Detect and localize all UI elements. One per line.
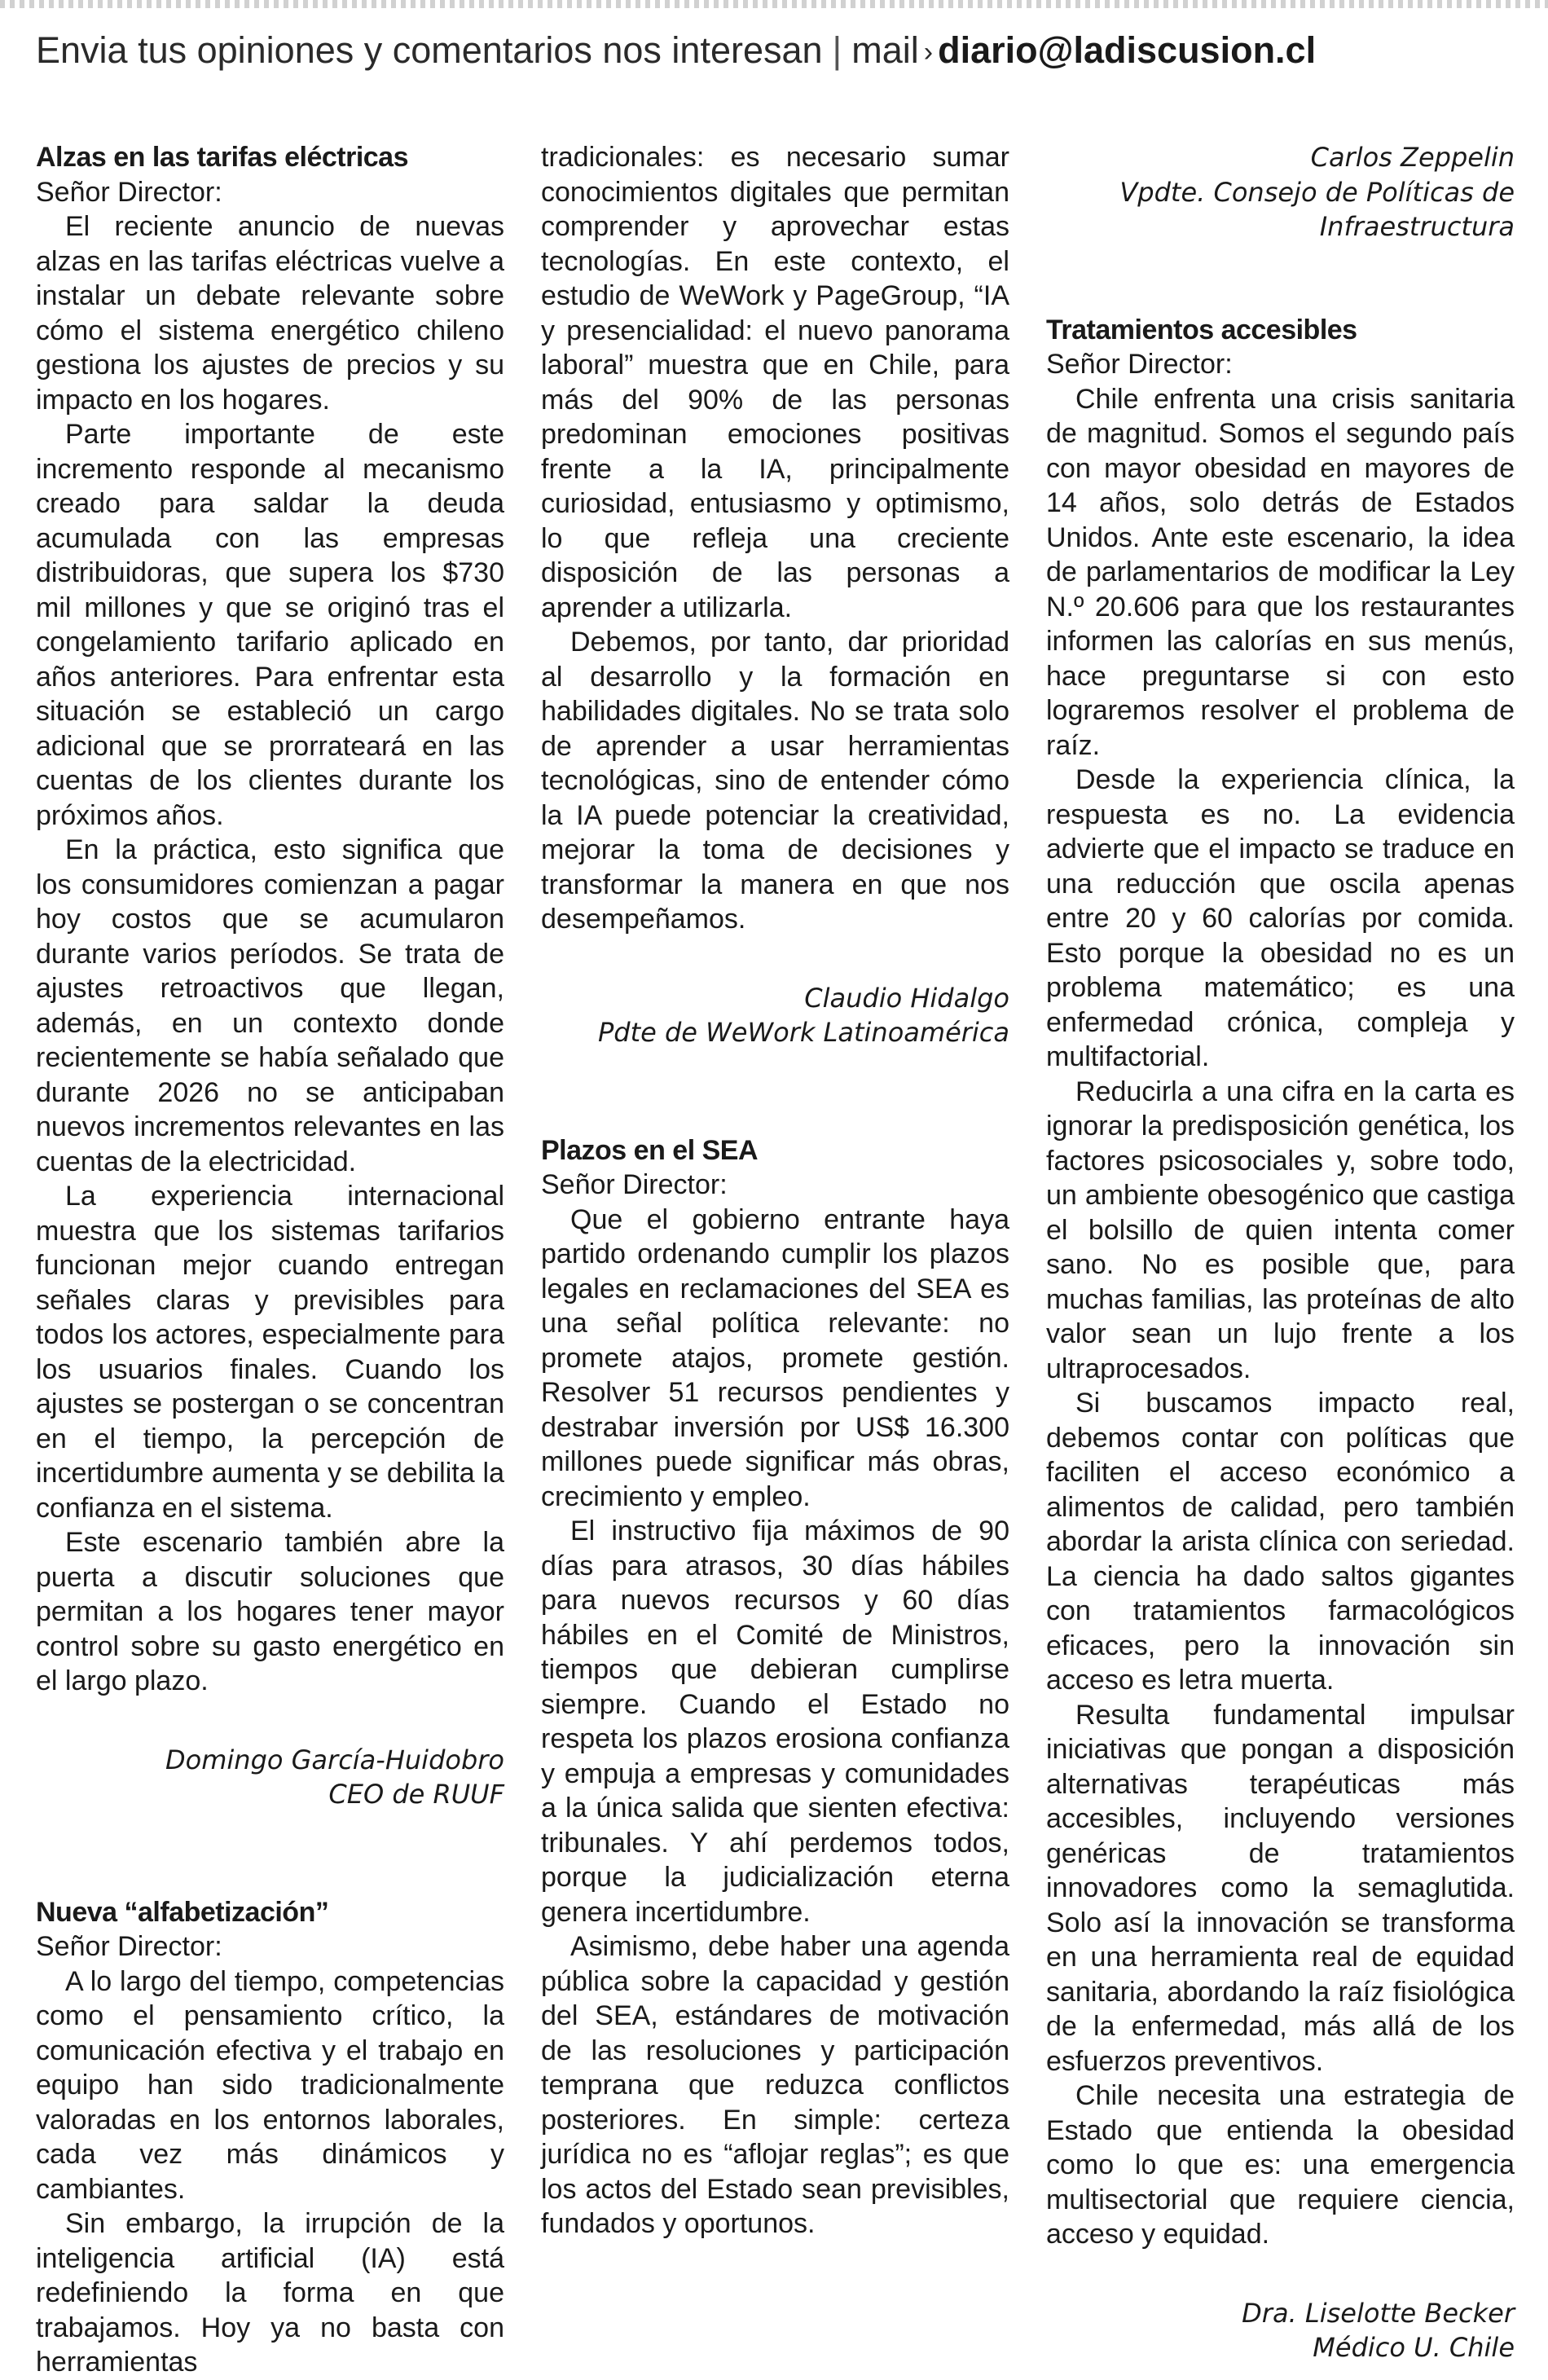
signature-author: Claudio Hidalgo	[804, 982, 1009, 1014]
letter-paragraph: Debemos, por tanto, dar prioridad al desarrollo y la formación en habilidades digitales. No se trata solo de aprender a usar herramientas tecnológicas, sino de entender cómo la IA puede potenciar la creatividad, mejorar la toma de decisiones y transformar la manera en que nos desempeñamos.	[541, 627, 1009, 935]
header-email-link[interactable]: diario@ladiscusion.cl	[938, 29, 1317, 71]
letter-paragraph: Sin embargo, la irrupción de la inteligencia artificial (IA) está redefiniendo la forma en que trabajamos. Hoy ya no basta con herramientas	[36, 2208, 504, 2378]
letter-signature	[1046, 2296, 1515, 2365]
header-mail-label: mail	[851, 29, 919, 71]
letter-paragraph: Asimismo, debe haber una agenda pública sobre la capacidad y gestión del SEA, estándares de motivación de las resoluciones y participación temprana que reduzca conflictos posteriores. En simple: certeza jurídica no es “aflojar reglas”; es que los actos del Estado sean previsibles, fundados y oportunos.	[541, 1931, 1009, 2239]
letter-paragraph: Chile necesita una estrategia de Estado que entienda la obesidad como lo que es: una emergencia multisectorial que requiere ciencia, acceso y equidad.	[1046, 2080, 1515, 2250]
signature-role: CEO de RUUF	[328, 1779, 504, 1810]
top-decorative-rule	[0, 0, 1548, 8]
letter-title: Tratamientos accesibles	[1046, 314, 1357, 345]
letter-paragraph: El reciente anuncio de nuevas alzas en las tarifas eléctricas vuelve a instalar un debate relevante sobre cómo el sistema energético chileno gestiona los ajustes de precios y su impacto en los hogares.	[36, 211, 504, 416]
letter-signature	[541, 981, 1009, 1050]
signature-role: Pdte de WeWork Latinoamérica	[597, 1017, 1009, 1048]
letter-salutation: Señor Director:	[1046, 349, 1233, 380]
header-separator: |	[832, 29, 842, 71]
letter-salutation: Señor Director:	[36, 176, 222, 208]
letter-paragraph: Parte importante de este incremento responde al mecanismo creado para saldar la deuda acumulada con las empresas distribuidoras, que supera los $730 mil millones y que se originó tras el congelamiento tarifario aplicado en años anteriores. Para enfrentar esta situación se estableció un cargo adicional que se prorrateará en las cuentas de los clientes durante los próximos años.	[36, 419, 504, 831]
column-3	[1046, 140, 1515, 2365]
letter-paragraph: La experiencia internacional muestra que los sistemas tarifarios funcionan mejor cuando entregan señales claras y previsibles para todos los actores, especialmente para los usuarios finales. Cuando los ajustes se postergan o se concentran en el tiempo, la percepción de incertidumbre aumenta y se debilita la confianza en el sistema.	[36, 1181, 504, 1524]
signature-role: Médico U. Chile	[1313, 2332, 1515, 2363]
chevron-right-icon: ›	[923, 37, 934, 68]
letter-paragraph: Desde la experiencia clínica, la respuesta es no. La evidencia advierte que el impacto se traduce en una reducción que oscila apenas entre 20 y 60 calorías por comida. Esto porque la obesidad no es un problema matemático; es una enfermedad crónica, compleja y multifactorial.	[1046, 764, 1515, 1072]
signature-author: Dra. Liselotte Becker	[1242, 2297, 1515, 2329]
letter-paragraph: El instructivo fija máximos de 90 días para atrasos, 30 días hábiles para nuevos recursos y 60 días hábiles en el Comité de Ministros, tiempos que debieran cumplirse siempre. Cuando el Estado no respeta los plazos erosiona confianza y empuja a empresas y comunidades a la única salida que sienten efectiva: tribunales. Y ahí perdemos todos, porque la judicialización eterna genera incertidumbre.	[541, 1516, 1009, 1928]
letter-signature	[36, 1743, 504, 1812]
letter-paragraph: Chile enfrenta una crisis sanitaria de magnitud. Somos el segundo país con mayor obesidad en mayores de 14 años, solo detrás de Estados Unidos. Ante este escenario, la idea de parlamentarios de modificar la Ley N.º 20.606 para que los restaurantes informen las calorías en sus menús, hace preguntarse si con esto lograremos resolver el problema de raíz.	[1046, 383, 1515, 761]
letter-alfabetizacion	[36, 1895, 504, 2380]
letter-paragraph: Si buscamos impacto real, debemos contar con políticas que faciliten el acceso económico a alimentos de calidad, pero también abordar la arista clínica con seriedad. La ciencia ha dado saltos gigantes con tratamientos farmacológicos eficaces, pero la innovación sin acceso es letra muerta.	[1046, 1388, 1515, 1696]
page-header	[36, 24, 1519, 78]
spacer	[36, 1812, 504, 1895]
letter-paragraph: Este escenario también abre la puerta a discutir soluciones que permitan a los hogares tener mayor control sobre su gasto energético en el largo plazo.	[36, 1527, 504, 1696]
letter-paragraph: Reducirla a una cifra en la carta es ignorar la predisposición genética, los factores psicosociales y, sobre todo, un ambiente obesogénico que castiga el bolsillo de quien intenta comer sano. No es posible que, para muchas familias, las proteínas de alto valor sean un lujo frente a los ultraprocesados.	[1046, 1076, 1515, 1384]
letter-title: Alzas en las tarifas eléctricas	[36, 142, 408, 173]
spacer	[1046, 244, 1515, 313]
letter-signature-sea	[1046, 140, 1515, 244]
letter-paragraph-continued: tradicionales: es necesario sumar conocimientos digitales que permitan comprender y aprovechar estas tecnologías. En este contexto, el estudio de WeWork y PageGroup, “IA y presencialidad: el nuevo panorama laboral” muestra que en Chile, para más del 90% de las personas predominan emociones positivas frente a la IA, principalmente curiosidad, entusiasmo y optimismo, lo que refleja una creciente disposición de las personas a aprender a utilizarla.	[541, 142, 1009, 623]
column-1	[36, 140, 504, 2380]
letter-paragraph: Resulta fundamental impulsar iniciativas que pongan a disposición alternativas terapéuticas más accesibles, incluyendo versiones genéricas de tratamientos innovadores como la semaglutida. Solo así la innovación se transforma en una herramienta real de equidad sanitaria, abordando la raíz fisiológica de la enfermedad, más allá de los esfuerzos preventivos.	[1046, 1699, 1515, 2077]
letter-alfabetizacion-continued	[541, 140, 1009, 1050]
signature-author: Domingo García-Huidobro	[165, 1744, 504, 1775]
letter-title: Plazos en el SEA	[541, 1134, 758, 1166]
letter-paragraph: Que el gobierno entrante haya partido ordenando cumplir los plazos legales en reclamaciones del SEA es una señal política relevante: no promete atajos, promete gestión. Resolver 51 recursos pendientes y destrabar inversión por US$ 16.300 millones puede significar más obras, crecimiento y empleo.	[541, 1203, 1009, 1512]
letter-tarifas	[36, 140, 504, 1812]
letter-salutation: Señor Director:	[541, 1169, 728, 1200]
letter-salutation: Señor Director:	[36, 1931, 222, 1962]
header-prompt: Envia tus opiniones y comentarios nos interesan	[36, 29, 823, 71]
letter-paragraph: En la práctica, esto significa que los consumidores comienzan a pagar hoy costos que se acumularon durante varios períodos. Se trata de ajustes retroactivos que llegan, además, en un contexto donde recientemente se había señalado que durante 2026 no se anticipaban nuevos incrementos relevantes en las cuentas de la electricidad.	[36, 834, 504, 1177]
signature-role: Vpdte. Consejo de Políticas de	[1119, 176, 1515, 208]
column-2	[541, 140, 1009, 2241]
letter-title: Nueva “alfabetización”	[36, 1896, 329, 1928]
spacer	[541, 1050, 1009, 1133]
signature-role: Infraestructura	[1319, 211, 1515, 242]
signature-author: Carlos Zeppelin	[1310, 142, 1515, 173]
letter-paragraph: A lo largo del tiempo, competencias como el pensamiento crítico, la comunicación efectiva y el trabajo en equipo han sido tradicionalmente valoradas en los entornos laborales, cada vez más dinámicos y cambiantes.	[36, 1965, 504, 2205]
letter-tratamientos	[1046, 313, 1515, 2365]
letter-sea	[541, 1133, 1009, 2241]
